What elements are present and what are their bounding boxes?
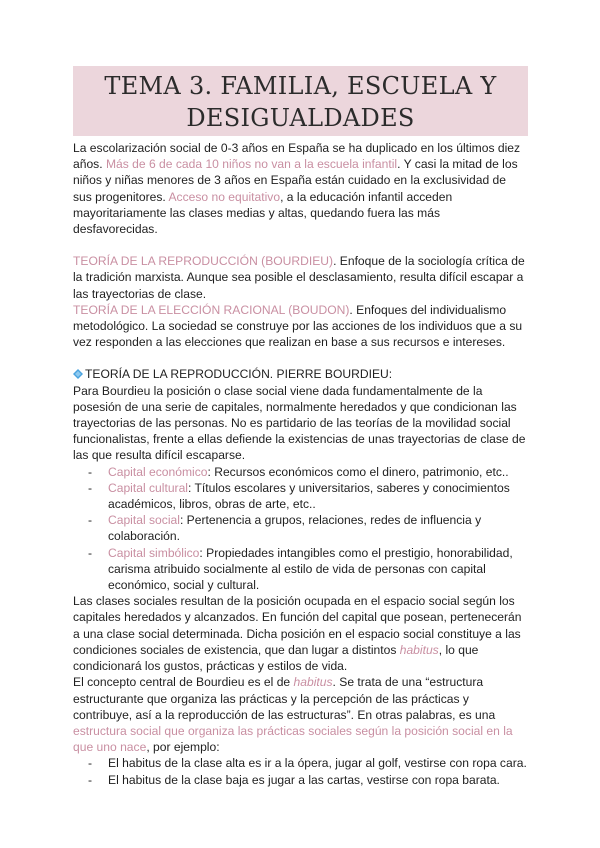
list-item <box>73 464 528 480</box>
example-text: El habitus de la clase baja es jugar a las cartas, vestirse con ropa barata. <box>108 772 500 787</box>
section-heading-text: TEORÍA DE LA REPRODUCCIÓN. PIERRE BOURDIEU: <box>85 367 393 382</box>
page-title: TEMA 3. FAMILIA, ESCUELA Y DESIGUALDADES <box>73 66 528 136</box>
intro-text-1: La escolarización social de 0-3 años en España se ha duplicado en los últimos diez años. <box>73 141 521 172</box>
theory-racional-text: . Enfoques del individualismo metodológico. La sociedad se construye por las acciones de los individuos que a su vez responden a las elecciones que realizan en base a sus recursos e intereses. <box>73 302 523 350</box>
section-heading <box>73 366 528 382</box>
capital-text: : Títulos escolares y universitarios, saberes y conocimientos académicos, libros, obras de arte, etc.. <box>108 480 510 512</box>
habitus-term: habitus <box>293 675 333 690</box>
example-text: El habitus de la clase alta es ir a la ópera, jugar al golf, vestirse con ropa cara. <box>108 756 527 771</box>
intro-text-2: . Y casi la mitad de los niños y niñas menores de 3 años en España están cuidado en la exclusividad de sus progenitores. <box>73 157 518 204</box>
para3-text-3: , por ejemplo: <box>146 740 220 755</box>
para2-text-1: Las clases sociales resultan de la posición ocupada en el espacio social según los capitales heredados y alcanzados. En función del capital que posean, pertenecerán a una clase social determinada. Dicha posición en el espacio social constituye a las condiciones sociales de existencia, que dan lugar a distintos <box>73 594 522 657</box>
section-paragraph-2 <box>73 593 528 674</box>
capital-label: Capital económico <box>108 464 208 479</box>
spacer <box>73 350 528 366</box>
theory-reproduccion-text: . Enfoque de la sociología crítica de la tradición marxista. Aunque sea posible el desclasamiento, resulta difícil escapar a las trayectorias de clase. <box>73 254 525 301</box>
dash-bullet: - <box>88 513 93 528</box>
section-paragraph-3 <box>73 674 528 755</box>
para3-text-2: . Se trata de una “estructura estructurante que organiza las prácticas y la percepción de las prácticas y contribuye, así a la reproducción de las estructuras”. En otras palabras, es una <box>73 675 496 722</box>
diamond-icon <box>73 369 83 379</box>
habitus-term: habitus <box>399 642 439 657</box>
dash-bullet: - <box>88 480 93 495</box>
intro-paragraph <box>73 140 528 237</box>
dash-bullet: - <box>88 545 93 560</box>
capital-text: : Recursos económicos como el dinero, patrimonio, etc.. <box>207 464 509 479</box>
capital-label: Capital social <box>108 513 180 528</box>
capital-label: Capital simbólico <box>108 545 200 560</box>
capitals-list <box>73 464 528 594</box>
para3-text-1: El concepto central de Bourdieu es el de <box>73 675 294 690</box>
spacer <box>73 237 528 253</box>
examples-list <box>73 755 528 787</box>
para2-text-2: , lo que condicionará los gustos, prácticas y estilos de vida. <box>73 642 479 674</box>
capital-text: : Propiedades intangibles como el prestigio, honorabilidad, carisma atribuido socialmente al estilo de vida de personas con capital económico, social y cultural. <box>108 545 513 593</box>
list-item <box>73 480 528 512</box>
dash-bullet: - <box>88 772 93 787</box>
theory-reproduccion <box>73 253 528 302</box>
theory-racional-label: TEORÍA DE LA ELECCIÓN RACIONAL (BOUDON) <box>73 302 350 317</box>
theory-racional <box>73 302 528 351</box>
theory-reproduccion-label: TEORÍA DE LA REPRODUCCIÓN (BOURDIEU) <box>73 254 334 269</box>
list-item <box>73 545 528 594</box>
list-item <box>73 512 528 544</box>
intro-text-3: , a la educación infantil acceden mayoritariamente las clases medias y altas, quedando fuera las más desfavorecidas. <box>73 189 453 237</box>
list-item <box>73 755 528 771</box>
para3-highlight: estructura social que organiza las prácticas sociales según la posición social en la que uno nace <box>73 723 513 755</box>
list-item <box>73 772 528 788</box>
capital-label: Capital cultural <box>108 480 188 495</box>
section-paragraph-1: Para Bourdieu la posición o clase social viene dada fundamentalmente de la posesión de una serie de capitales, normalmente heredados y que condicionan las trayectorias de las personas. No es partidario de las teorías de la movilidad social funcionalistas, frente a ellas defiende la existencias de unas trayectorias de clase de las que resulta difícil escaparse. <box>73 383 526 463</box>
document-page <box>73 66 528 788</box>
intro-highlight-2: Acceso no equitativo <box>168 189 281 204</box>
dash-bullet: - <box>88 756 93 771</box>
intro-highlight-1: Más de 6 de cada 10 niños no van a la escuela infantil <box>105 157 398 172</box>
capital-text: : Pertenencia a grupos, relaciones, redes de influencia y colaboración. <box>108 513 482 544</box>
title-wrap <box>73 66 528 136</box>
dash-bullet: - <box>88 464 93 479</box>
